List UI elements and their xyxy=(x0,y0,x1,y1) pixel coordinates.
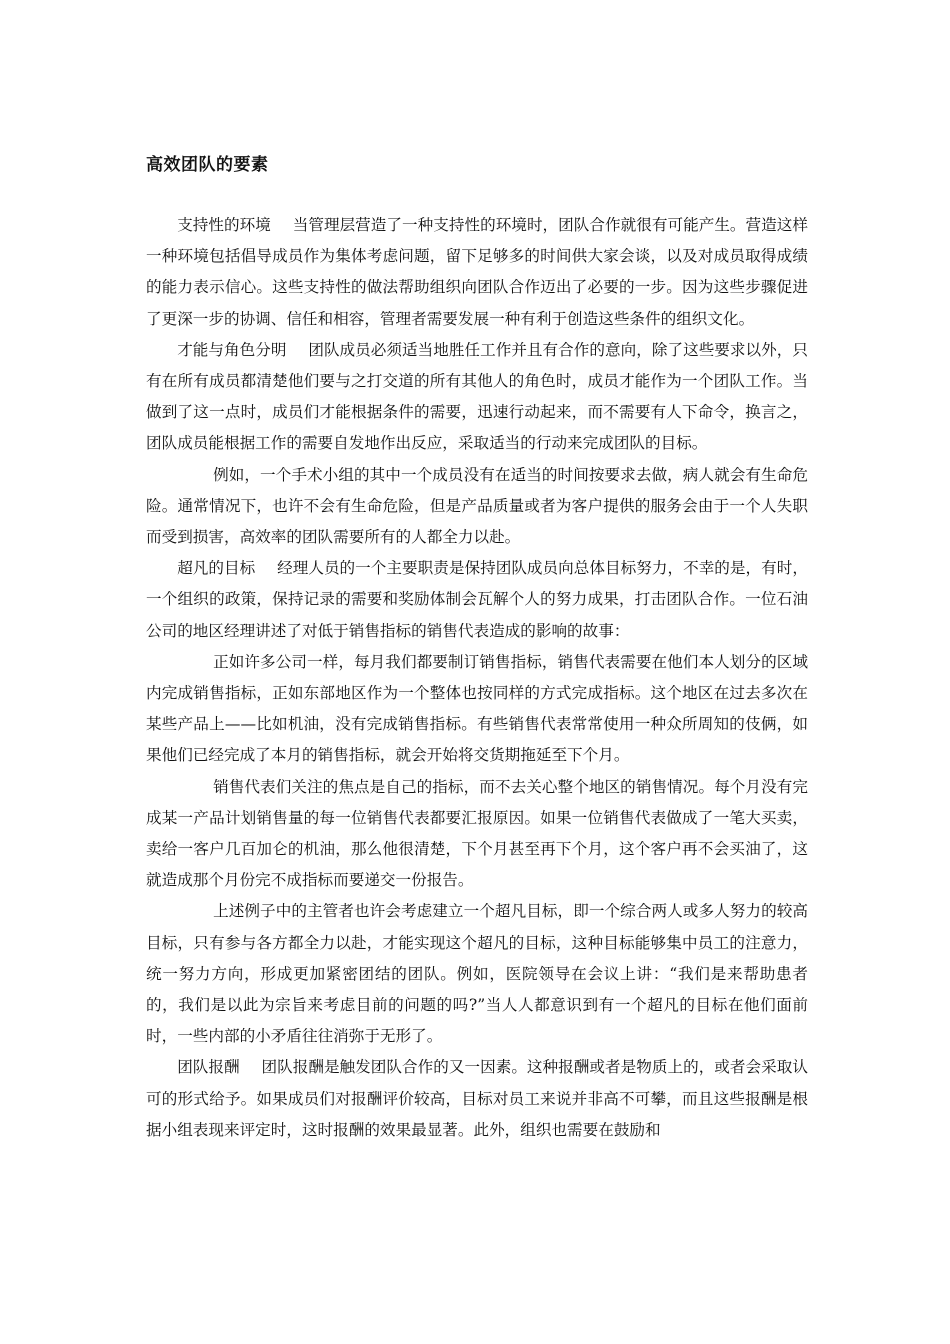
paragraph-text: 团队成员必须适当地胜任工作并且有合作的意向，除了这些要求以外，只有在所有成员都清楚他们要与之打交道的所有其他人的角色时，成员才能作为一个团队工作。当做到了这一点时，成员们才能根据条件的需要，迅速行动起来，而不需要有人下命令，换言之，团队成员能根据工作的需要自发地作出反应，采取适当的行动来完成团队的目标。 xyxy=(146,340,808,453)
paragraph-lead: 超凡的目标 xyxy=(177,559,256,578)
paragraph-sales-quota xyxy=(146,647,808,772)
paragraph-text: 销售代表们关注的焦点是自己的指标，而不去关心整个地区的销售情况。每个月没有完成某一产品计划销售量的每一位销售代表都要汇报原因。如果一位销售代表做成了一笔大买卖，卖给一客户几百加仑的机油，那么他很清楚，下个月甚至再下个月，这个客户再不会买油了，这就造成那个月份完不成指标而要递交一份报告。 xyxy=(146,777,808,890)
paragraph-surgery-example xyxy=(146,460,808,554)
paragraph-lead: 支持性的环境 xyxy=(177,216,271,234)
paragraph-text: 上述例子中的主管者也许会考虑建立一个超凡目标，即一个综合两人或多人努力的较高目标，只有参与各方都全力以赴，才能实现这个超凡的目标，这种目标能够集中员工的注意力，统一努力方向，形成更加紧密团结的团队。例如，医院领导在会议上讲：“我们是来帮助患者的，我们是以此为宗旨来考虑目前的问题的吗?”当人人都意识到有一个超凡的目标在他们面前时，一些内部的小矛盾往往消弥于无形了。 xyxy=(146,902,808,1046)
document-title: 高效团队的要素 xyxy=(146,155,269,175)
paragraph-sales-focus xyxy=(146,772,808,897)
paragraph-lead: 团队报酬 xyxy=(177,1058,240,1077)
paragraph-text: 团队报酬是触发团队合作的又一因素。这种报酬或者是物质上的，或者会采取认可的形式给予。如果成员们对报酬评价较高，目标对员工来说并非高不可攀，而且这些报酬是根据小组表现来评定时，这时报酬的效果最显著。此外，组织也需要在鼓励和 xyxy=(146,1058,808,1139)
paragraph-supportive-environment xyxy=(146,210,808,335)
paragraph-hospital-example xyxy=(146,896,808,1052)
paragraph-text: 经理人员的一个主要职责是保持团队成员向总体目标努力，不幸的是，有时，一个组织的政策，保持记录的需要和奖励体制会瓦解个人的努力成果，打击团队合作。一位石油公司的地区经理讲述了对低于销售指标的销售代表造成的影响的故事： xyxy=(146,559,808,640)
paragraph-team-rewards xyxy=(146,1052,808,1146)
paragraph-text: 例如，一个手术小组的其中一个成员没有在适当的时间按要求去做，病人就会有生命危险。通常情况下，也许不会有生命危险，但是产品质量或者为客户提供的服务会由于一个人失职而受到损害，高效率的团队需要所有的人都全力以赴。 xyxy=(146,465,808,547)
paragraph-lead: 才能与角色分明 xyxy=(177,340,287,359)
paragraph-superordinate-goal xyxy=(146,553,808,647)
paragraph-text: 当管理层营造了一种支持性的环境时，团队合作就很有可能产生。营造这样一种环境包括倡导成员作为集体考虑问题，留下足够多的时间供大家会谈，以及对成员取得成绩的能力表示信心。这些支持性的做法帮助组织向团队合作迈出了必要的一步。因为这些步骤促进了更深一步的协调、信任和相容，管理者需要发展一种有利于创造这些条件的组织文化。 xyxy=(146,216,808,328)
paragraph-skills-roles xyxy=(146,335,808,460)
paragraph-text: 正如许多公司一样，每月我们都要制订销售指标，销售代表需要在他们本人划分的区域内完成销售指标，正如东部地区作为一个整体也按同样的方式完成指标。这个地区在过去多次在某些产品上——比如机油，没有完成销售指标。有些销售代表常常使用一种众所周知的伎俩，如果他们已经完成了本月的销售指标，就会开始将交货期拖延至下个月。 xyxy=(146,652,808,765)
document-page xyxy=(146,150,808,1146)
